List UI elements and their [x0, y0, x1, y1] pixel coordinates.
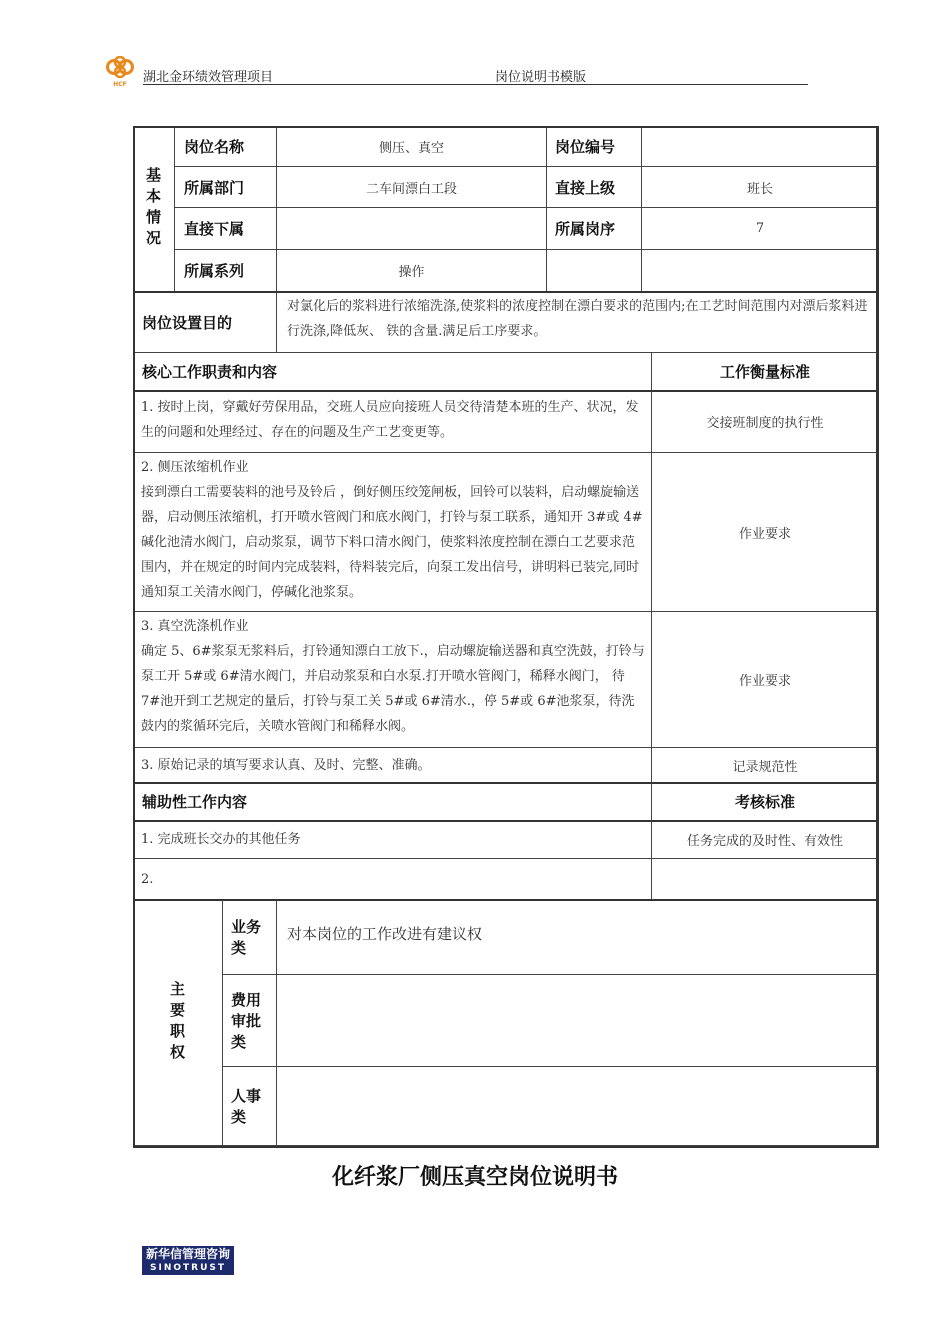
page-header	[100, 52, 808, 86]
project-name: 湖北金环绩效管理项目	[143, 70, 274, 85]
department-label: 所属部门	[175, 167, 277, 208]
series-value: 操作	[277, 250, 547, 292]
superior-value: 班长	[642, 167, 879, 208]
header-rule	[143, 84, 808, 85]
purpose-label: 岗位设置目的	[133, 292, 277, 353]
auxiliary-item: 1. 完成班长交办的其他任务	[133, 821, 652, 859]
position-name-label: 岗位名称	[175, 126, 277, 167]
authority-expense-label: 费用审批类	[223, 975, 277, 1067]
auxiliary-standard: 任务完成的及时性、有效性	[652, 821, 879, 859]
core-duty-item: 1. 按时上岗，穿戴好劳保用品，交班人员应向接班人员交待清楚本班的生产、状况，发生的问题和处理经过、存在的问题及生产工艺变更等。	[133, 391, 652, 453]
auxiliary-standard-header: 考核标准	[652, 783, 879, 821]
core-duties-header: 核心工作职责和内容	[133, 353, 652, 391]
authority-business-text: 对本岗位的工作改进有建议权	[277, 900, 879, 975]
core-duty-item: 3. 真空洗涤机作业 确定 5、6#浆泵无浆料后，打铃通知漂白工放下.，启动螺旋输送器和真空洗鼓，打铃与泵工开 5#或 6#清水阀门，并启动浆泵和白水泵.打开喷水管阀门，稀释水阀门， 待 7#池开到工艺规定的量后，打铃与泵工关 5#或 6#清水.，停 5#或 6#池浆泵，待洗鼓内的浆循环完后，关喷水管阀门和稀释水阀。	[133, 612, 652, 748]
table-border	[133, 126, 879, 1148]
core-duty-item: 3. 原始记录的填写要求认真、及时、完整、准确。	[133, 748, 652, 783]
doc-type: 岗位说明书模版	[495, 70, 587, 85]
purpose-text: 对氯化后的浆料进行浓缩洗涤,使浆料的浓度控制在漂白要求的范围内;在工艺时间范围内对漂后浆料进行洗涤,降低灰、 铁的含量.满足后工序要求。	[277, 292, 879, 353]
logo-en-text: SINOTRUST	[149, 1263, 226, 1273]
authority-section-label: 主要职权	[133, 900, 223, 1146]
core-duty-standard: 交接班制度的执行性	[652, 391, 879, 453]
job-description-form	[133, 126, 879, 1148]
basic-section-label: 基本情况	[133, 126, 175, 292]
series-label: 所属系列	[175, 250, 277, 292]
position-code-label: 岗位编号	[547, 126, 642, 167]
core-duty-standard: 作业要求	[652, 612, 879, 748]
sequence-label: 所属岗序	[547, 208, 642, 250]
hcf-logo-icon	[100, 56, 140, 88]
sinotrust-logo	[142, 1246, 234, 1275]
core-duty-standard: 作业要求	[652, 453, 879, 612]
authority-business-label: 业务类	[223, 900, 277, 975]
position-name-value: 侧压、真空	[277, 126, 547, 167]
auxiliary-header: 辅助性工作内容	[133, 783, 652, 821]
sequence-value: 7	[642, 208, 879, 250]
logo-cn-text: 新华信管理咨询	[145, 1247, 230, 1261]
core-standard-header: 工作衡量标准	[652, 353, 879, 391]
svg-text:HCF: HCF	[113, 81, 127, 88]
department-value: 二车间漂白工段	[277, 167, 547, 208]
subordinate-label: 直接下属	[175, 208, 277, 250]
superior-label: 直接上级	[547, 167, 642, 208]
authority-personnel-label: 人事类	[223, 1067, 277, 1146]
document-title: 化纤浆厂侧压真空岗位说明书	[331, 1165, 618, 1190]
auxiliary-item: 2.	[133, 859, 652, 900]
core-duty-standard: 记录规范性	[652, 748, 879, 783]
core-duty-item: 2. 侧压浓缩机作业 接到漂白工需要装料的池号及铃后 ，倒好侧压绞笼闸板，回铃可以装料，启动螺旋输送器，启动侧压浓缩机，打开喷水管阀门和底水阀门，打铃与泵工联系，通知开 3#或 4#碱化池清水阀门，启动浆泵，调节下料口清水阀门，使浆料浓度控制在漂白工艺要求范围内，并在规定的时间内完成装料，待料装完后，向泵工发出信号，讲明料已装完,同时通知泵工关清水阀门，停碱化池浆泵。	[133, 453, 652, 612]
